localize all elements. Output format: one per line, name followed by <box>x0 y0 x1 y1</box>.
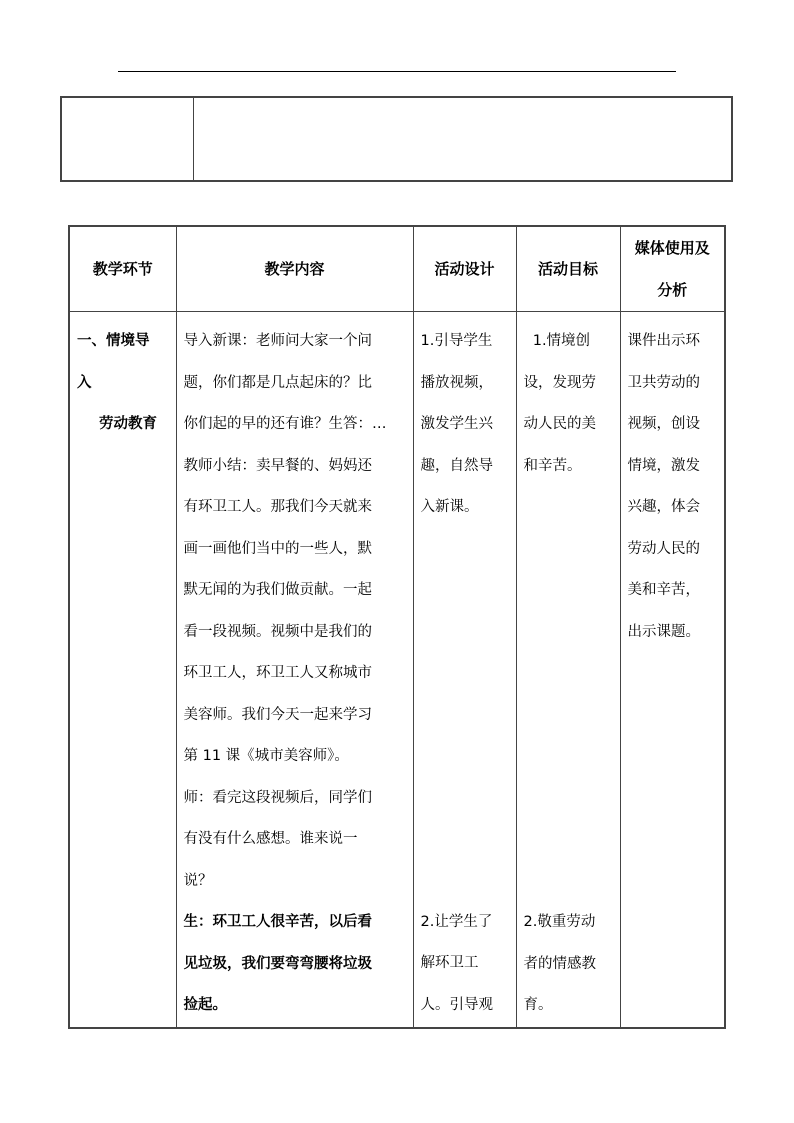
stage-line: 劳动教育 <box>99 416 157 432</box>
content-line: 第 11 课《城市美容师》。 <box>183 748 349 764</box>
content-line: 师：看完这段视频后，同学们 <box>183 789 372 806</box>
goal-line: 育。 <box>523 997 553 1013</box>
col-header-media <box>620 226 725 312</box>
col-header-media-line2: 分析 <box>657 281 688 299</box>
goal-line: 设，发现劳 <box>523 374 596 391</box>
activity-line: 播放视频， <box>420 374 493 391</box>
lesson-plan-table <box>68 225 726 1029</box>
media-line: 视频，创设 <box>627 416 700 432</box>
activity-line: 解环卫工 <box>420 955 479 971</box>
activity-line: 2.让学生了 <box>420 913 493 930</box>
media-cell <box>620 312 725 1028</box>
activity-line: 激发学生兴 <box>420 416 493 432</box>
table-row <box>69 312 725 1028</box>
content-line: 题，你们都是几点起床的？比 <box>183 374 372 391</box>
content-bold-line: 捡起。 <box>183 997 227 1013</box>
header-rule <box>118 71 676 72</box>
col-header-stage: 教学环节 <box>69 226 176 312</box>
activity-line: 1.引导学生 <box>420 333 493 349</box>
col-header-media-line1: 媒体使用及 <box>634 239 710 257</box>
content-cell <box>176 312 413 1028</box>
stage-line: 入 <box>77 374 92 391</box>
table-header-row <box>69 226 725 312</box>
stage-line: 一、情境导 <box>77 333 150 349</box>
content-line: 环卫工人，环卫工人又称城市 <box>183 665 372 681</box>
content-line: 说？ <box>183 872 213 889</box>
top-empty-table <box>60 96 733 182</box>
goal-line: 1.情境创 <box>523 333 591 349</box>
content-line: 导入新课：老师问大家一个问 <box>183 333 372 349</box>
col-header-content: 教学内容 <box>176 226 413 312</box>
media-line: 劳动人民的 <box>627 540 700 557</box>
media-line: 出示课题。 <box>627 623 700 640</box>
media-line: 情境，激发 <box>627 457 700 474</box>
col-header-activity: 活动设计 <box>413 226 516 312</box>
activity-line: 人。引导观 <box>420 996 493 1013</box>
media-line: 兴趣，体会 <box>627 499 700 515</box>
content-line: 教师小结：卖早餐的、妈妈还 <box>183 457 372 474</box>
content-line: 画一画他们当中的一些人，默 <box>183 540 372 557</box>
media-line: 卫共劳动的 <box>627 374 700 391</box>
top-table-divider <box>193 98 194 180</box>
content-bold-line: 生：环卫工人很辛苦，以后看 <box>183 914 372 930</box>
goal-line: 和辛苦。 <box>523 457 582 474</box>
content-line: 有没有什么感想。谁来说一 <box>183 831 358 847</box>
goal-cell <box>516 312 620 1028</box>
content-line: 默无闻的为我们做贡献。一起 <box>183 582 372 598</box>
activity-cell <box>413 312 516 1028</box>
media-line: 美和辛苦， <box>627 582 700 598</box>
goal-line: 者的情感教 <box>523 955 596 972</box>
media-line: 课件出示环 <box>627 333 700 349</box>
activity-line: 趣，自然导 <box>420 457 493 474</box>
content-line: 美容师。我们今天一起来学习 <box>183 706 372 723</box>
stage-cell <box>69 312 176 1028</box>
content-line: 有环卫工人。那我们今天就来 <box>183 499 372 515</box>
goal-spacer <box>524 487 614 902</box>
content-bold-line: 见垃圾，我们要弯弯腰将垃圾 <box>183 955 372 972</box>
content-line: 看一段视频。视频中是我们的 <box>183 623 372 640</box>
activity-spacer <box>421 529 510 902</box>
activity-line: 入新课。 <box>420 499 479 515</box>
goal-line: 动人民的美 <box>523 416 596 432</box>
goal-line: 2.敬重劳动 <box>523 914 596 930</box>
content-line: 你们起的早的还有谁？生答：… <box>183 416 387 432</box>
col-header-goal: 活动目标 <box>516 226 620 312</box>
